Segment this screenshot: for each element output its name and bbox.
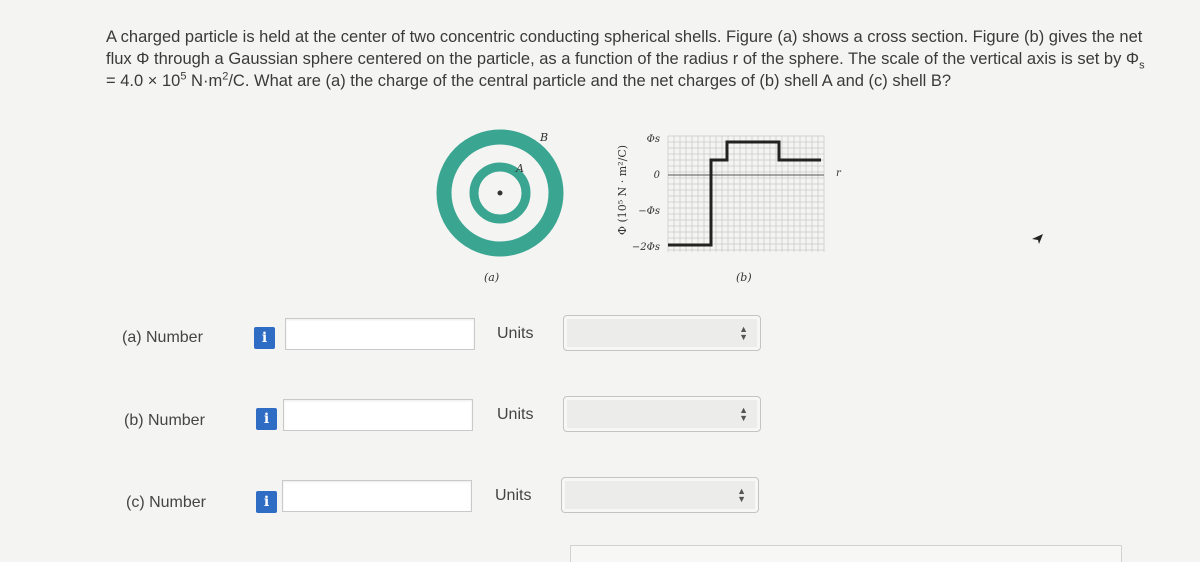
answer-row-c bbox=[0, 480, 1200, 530]
select-arrows-icon: ▲ ▼ bbox=[739, 324, 748, 342]
cursor-arrow-icon bbox=[1031, 232, 1045, 246]
figure-a bbox=[444, 131, 556, 284]
question-text bbox=[106, 26, 1146, 92]
answer-label-c: (c) Number bbox=[126, 494, 207, 511]
bottom-panel-edge bbox=[570, 545, 1122, 562]
question-sup-5: 5 bbox=[180, 70, 187, 83]
y-axis-label: Φ (10⁵ N · m²/C) bbox=[616, 144, 629, 236]
figure-a-caption: (a) bbox=[484, 271, 500, 284]
answer-row-b bbox=[0, 399, 1200, 449]
question-part-4: /C. What are (a) the charge of the central particle and the net charges of (b) shell A and (c) shell B? bbox=[228, 72, 952, 90]
figure-b bbox=[616, 134, 842, 284]
tick-phi-s: Φs bbox=[646, 134, 660, 145]
answer-row-a bbox=[0, 318, 1200, 368]
question-sup-2: 2 bbox=[222, 70, 229, 83]
central-particle bbox=[498, 191, 503, 196]
answer-label-a: (a) Number bbox=[122, 329, 203, 346]
units-label-a: Units bbox=[497, 325, 534, 342]
select-arrows-icon: ▲ ▼ bbox=[739, 405, 748, 423]
question-part-3: N·m bbox=[186, 72, 223, 90]
question-part-1: A charged particle is held at the center of two concentric conducting spherical shells. Figure (a) shows a cross section. Figure (b) gives the net flux Φ through a Gaussian sphere centered on the particle, as a function of the radius r of the sphere. The scale of the vertical axis is set by Φ bbox=[106, 28, 1143, 68]
shell-b bbox=[444, 137, 556, 249]
shell-a bbox=[474, 167, 526, 219]
units-select-c[interactable] bbox=[561, 477, 759, 513]
select-arrows-icon: ▲ ▼ bbox=[737, 486, 746, 504]
number-input-c[interactable] bbox=[282, 480, 472, 512]
tick-neg-phi-s: −Φs bbox=[638, 206, 660, 217]
figure-b-caption: (b) bbox=[736, 271, 752, 284]
tick-neg-2phi-s: −2Φs bbox=[631, 242, 660, 253]
label-b: B bbox=[540, 131, 549, 144]
number-input-a[interactable] bbox=[285, 318, 475, 350]
answer-label-b: (b) Number bbox=[124, 412, 205, 429]
flux-curve bbox=[668, 142, 821, 245]
units-select-b[interactable] bbox=[563, 396, 761, 432]
tick-zero: 0 bbox=[653, 170, 660, 181]
units-label-b: Units bbox=[497, 406, 534, 423]
info-icon-b[interactable]: i bbox=[256, 408, 277, 430]
plot-grid bbox=[668, 136, 824, 252]
info-icon-c[interactable]: i bbox=[256, 491, 277, 513]
info-icon-a[interactable]: i bbox=[254, 327, 275, 349]
question-sub-s: s bbox=[1139, 59, 1145, 72]
number-input-b[interactable] bbox=[283, 399, 473, 431]
units-select-a[interactable] bbox=[563, 315, 761, 351]
x-axis-label: r bbox=[836, 168, 841, 179]
label-a: A bbox=[516, 162, 524, 175]
units-label-c: Units bbox=[495, 487, 532, 504]
question-part-2: = 4.0 × 10 bbox=[106, 72, 181, 90]
